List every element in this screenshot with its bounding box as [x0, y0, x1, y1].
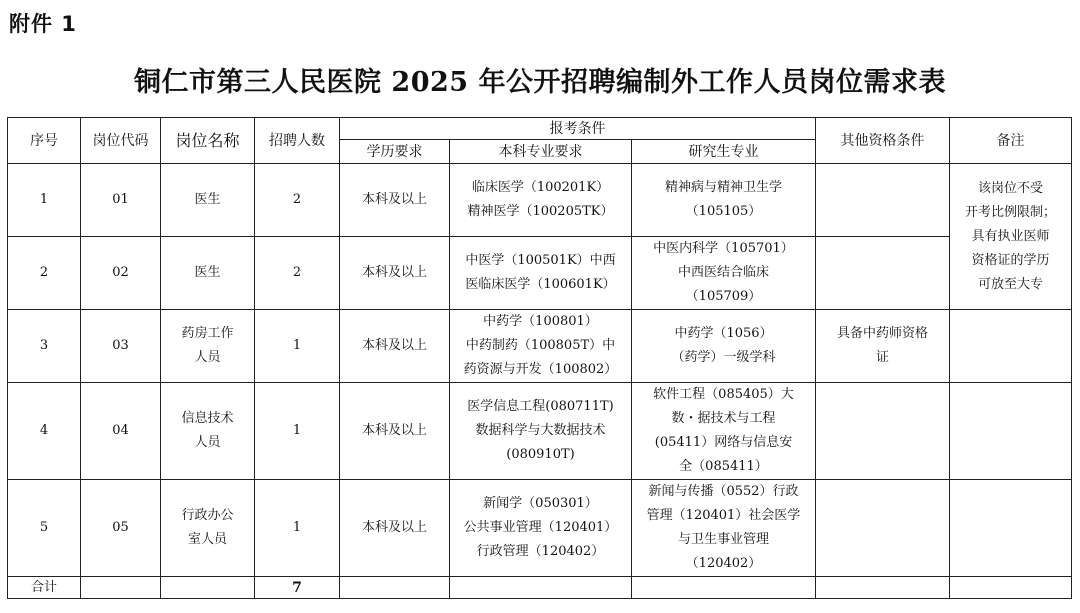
cell-name-line: 信息技术 [181, 411, 234, 426]
cell-graduate-line: 与卫生事业管理 [677, 532, 769, 547]
cell-name [161, 237, 255, 310]
cell-graduate-line: 中医内科学（105701） [653, 241, 794, 256]
cell-count: 1 [255, 383, 340, 480]
cell-count: 1 [255, 480, 340, 577]
table-row [8, 480, 1072, 577]
cell-undergrad-line: 行政管理（120402） [476, 544, 605, 559]
cell-remarks [950, 383, 1072, 480]
cell-remarks-merged-line: 可放至大专 [977, 276, 1043, 292]
cell-name-line: 行政办公 [181, 508, 234, 523]
position-table [7, 117, 1072, 599]
cell-code: 03 [81, 310, 161, 383]
cell-remarks [950, 310, 1072, 383]
total-label: 合计 [8, 577, 81, 599]
cell-graduate [632, 164, 816, 237]
cell-undergrad [450, 310, 632, 383]
cell-other [816, 480, 950, 577]
cell-remarks-merged-line: 该岗位不受 [977, 180, 1043, 196]
cell-seq: 5 [8, 480, 81, 577]
total-empty [81, 577, 161, 599]
cell-name-line: 药房工作 [181, 326, 234, 341]
cell-education: 本科及以上 [340, 237, 450, 310]
table-row [8, 383, 1072, 480]
cell-remarks-merged [950, 164, 1072, 310]
total-empty [632, 577, 816, 599]
cell-graduate-line: 软件工程（085405）大 [653, 387, 794, 402]
cell-name-line: 医生 [194, 192, 221, 207]
cell-graduate-line: （药学）一级学科 [671, 350, 776, 365]
cell-graduate [632, 237, 816, 310]
cell-name [161, 164, 255, 237]
header-other: 其他资格条件 [816, 118, 950, 164]
cell-undergrad-line: 精神医学（100205TK） [467, 204, 614, 219]
total-row [8, 577, 1072, 599]
header-seq: 序号 [8, 118, 81, 164]
cell-graduate-line: 管理（120401）社会医学 [646, 508, 801, 523]
header-undergrad: 本科专业要求 [450, 140, 632, 164]
cell-graduate-line: 数・据技术与工程 [671, 411, 776, 426]
cell-graduate-line: 中药学（1056） [674, 326, 773, 341]
total-empty [816, 577, 950, 599]
cell-graduate-line: 精神病与精神卫生学 [664, 180, 782, 195]
header-education: 学历要求 [340, 140, 450, 164]
cell-other [816, 310, 950, 383]
cell-undergrad-line: 临床医学（100201K） [471, 180, 610, 195]
cell-undergrad [450, 383, 632, 480]
cell-name-line: 室人员 [187, 532, 227, 547]
cell-education: 本科及以上 [340, 164, 450, 237]
total-empty [340, 577, 450, 599]
header-count: 招聘人数 [255, 118, 340, 164]
cell-remarks-merged-line: 开考比例限制； [964, 204, 1056, 220]
cell-code: 04 [81, 383, 161, 480]
cell-undergrad-line: 中医学（100501K）中西 [465, 253, 616, 268]
cell-count: 2 [255, 237, 340, 310]
header-conditions: 报考条件 [340, 118, 816, 140]
header-name: 岗位名称 [161, 118, 255, 164]
cell-name [161, 480, 255, 577]
cell-code: 05 [81, 480, 161, 577]
total-empty [950, 577, 1072, 599]
cell-other-line: 具备中药师资格 [836, 326, 928, 341]
cell-seq: 4 [8, 383, 81, 480]
cell-graduate-line: （105709） [685, 289, 762, 304]
cell-graduate [632, 310, 816, 383]
cell-other [816, 383, 950, 480]
cell-graduate-line: （105105） [685, 204, 762, 219]
cell-undergrad-line: 药资源与开发（100802） [463, 362, 618, 377]
cell-seq: 1 [8, 164, 81, 237]
cell-undergrad [450, 480, 632, 577]
header-remarks: 备注 [950, 118, 1072, 164]
cell-undergrad-line: (080910T) [506, 447, 575, 462]
cell-undergrad-line: 中药制药（100805T）中 [465, 338, 616, 353]
cell-other-line: 证 [875, 350, 889, 365]
cell-remarks-merged-line: 资格证的学历 [971, 252, 1050, 268]
cell-graduate [632, 480, 816, 577]
cell-count: 2 [255, 164, 340, 237]
cell-graduate-line: 中西医结合临床 [677, 265, 769, 280]
cell-other [816, 164, 950, 237]
cell-education: 本科及以上 [340, 310, 450, 383]
header-graduate: 研究生专业 [632, 140, 816, 164]
cell-seq: 2 [8, 237, 81, 310]
cell-remarks [950, 480, 1072, 577]
table-row [8, 310, 1072, 383]
table-row [8, 237, 1072, 310]
total-empty [450, 577, 632, 599]
attachment-label: 附件 1 [9, 12, 77, 36]
cell-undergrad [450, 237, 632, 310]
cell-education: 本科及以上 [340, 480, 450, 577]
cell-graduate-line: 新闻与传播（0552）行政 [648, 484, 799, 499]
cell-undergrad-line: 公共事业管理（120401） [463, 520, 618, 535]
cell-undergrad-line: 中药学（100801） [483, 314, 598, 329]
cell-graduate [632, 383, 816, 480]
cell-name [161, 310, 255, 383]
table-row [8, 164, 1072, 237]
cell-code: 01 [81, 164, 161, 237]
cell-undergrad [450, 164, 632, 237]
cell-undergrad-line: 数据科学与大数据技术 [475, 423, 606, 438]
cell-name-line: 医生 [194, 265, 221, 280]
cell-undergrad-line: 新闻学（050301） [483, 496, 598, 511]
cell-remarks-merged-line: 具有执业医师 [971, 228, 1050, 244]
cell-seq: 3 [8, 310, 81, 383]
cell-name-line: 人员 [194, 350, 221, 365]
cell-undergrad-line: 医学信息工程(080711T) [467, 399, 614, 414]
cell-other [816, 237, 950, 310]
cell-code: 02 [81, 237, 161, 310]
total-count: 7 [255, 577, 340, 599]
total-empty [161, 577, 255, 599]
cell-name [161, 383, 255, 480]
cell-name-line: 人员 [194, 435, 221, 450]
header-code: 岗位代码 [81, 118, 161, 164]
cell-education: 本科及以上 [340, 383, 450, 480]
cell-count: 1 [255, 310, 340, 383]
cell-graduate-line: （120402） [685, 556, 762, 571]
cell-graduate-line: (05411）网络与信息安 [654, 435, 793, 450]
cell-undergrad-line: 医临床医学（100601K） [465, 277, 616, 292]
page-title: 铜仁市第三人民医院 2025 年公开招聘编制外工作人员岗位需求表 [134, 67, 946, 98]
cell-graduate-line: 全（085411） [679, 459, 768, 474]
